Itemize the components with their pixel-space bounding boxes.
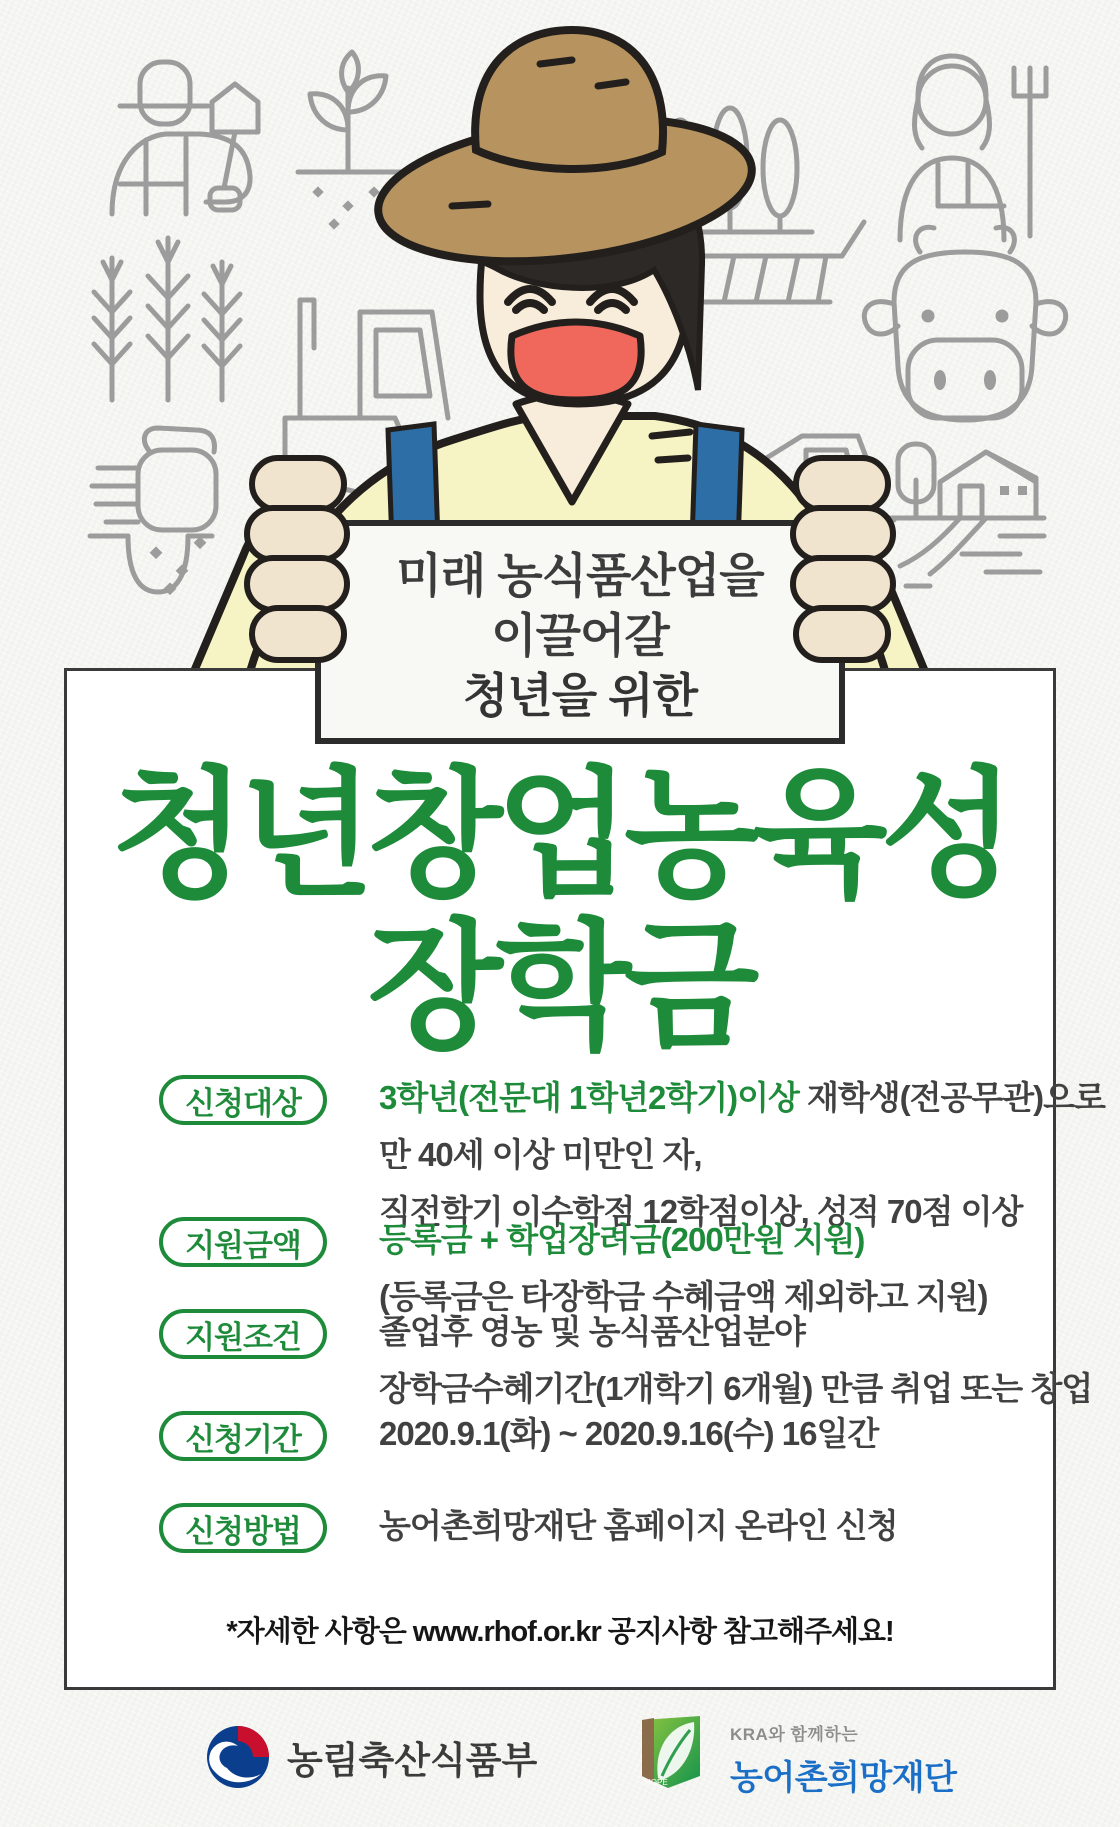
title-line-1: 청년창업농육성 [111,756,1009,913]
poster-title [67,756,1053,1065]
row-text-line: 농어촌희망재단 홈페이지 온라인 신청 [379,1507,898,1544]
info-panel [64,668,1105,1690]
ministry-taegeuk-icon [205,1724,271,1790]
label-pill: 신청기간 [159,1411,327,1461]
row-text-line: (등록금은 타장학금 수혜금액 제외하고 지원) [379,1278,988,1315]
label-pill: 신청방법 [159,1503,327,1553]
row-text-line: 직전학기 이수학점 12학점이상, 성적 70점 이상 [379,1193,1023,1230]
info-row-method [159,1503,898,1554]
hope-label: HOPE [645,1778,668,1787]
label-pill: 지원금액 [159,1217,327,1267]
gripping-hands [0,0,1120,775]
footer [0,1698,1120,1827]
sign-line-3: 청년을 위한 [462,669,698,722]
label-pill: 지원조건 [159,1309,327,1359]
ministry-name: 농림축산식품부 [287,1740,538,1781]
ministry-logo-group [205,1724,537,1790]
sign-line-2: 이끌어갈 [491,609,669,662]
row-text-line: 만 40세 이상 미만인 자, [379,1136,702,1173]
row-text-line: 3학년(전문대 1학년2학기)이상 재학생(전공무관)으로 [379,1079,1105,1116]
foundation-logo-group [638,1714,956,1799]
row-text-line: 장학금수혜기간(1개학기 6개월) 만큼 취업 또는 창업 [379,1370,1093,1407]
left-fist-icon [247,458,347,660]
sign-line-1: 미래 농식품산업을 [396,549,764,602]
info-row-condition [159,1309,1092,1417]
row-text-line: 등록금 + 학업장려금(200만원 지원) [379,1221,865,1258]
row-text-line: 2020.9.1(화) ~ 2020.9.16(수) 16일간 [379,1415,879,1452]
foundation-leaf-icon [638,1714,704,1790]
info-row-period [159,1411,878,1462]
label-pill: 신청대상 [159,1075,327,1125]
footnote: *자세한 사항은 www.rhof.or.kr 공지사항 참고해주세요! [226,1616,894,1648]
title-line-2: 장학금 [367,908,753,1065]
foundation-tagline: KRA와 함께하는 [730,1725,859,1744]
right-fist-icon [793,458,893,660]
foundation-name: 농어촌희망재단 [730,1759,957,1797]
row-text-line: 졸업후 영농 및 농식품산업분야 [379,1313,805,1350]
